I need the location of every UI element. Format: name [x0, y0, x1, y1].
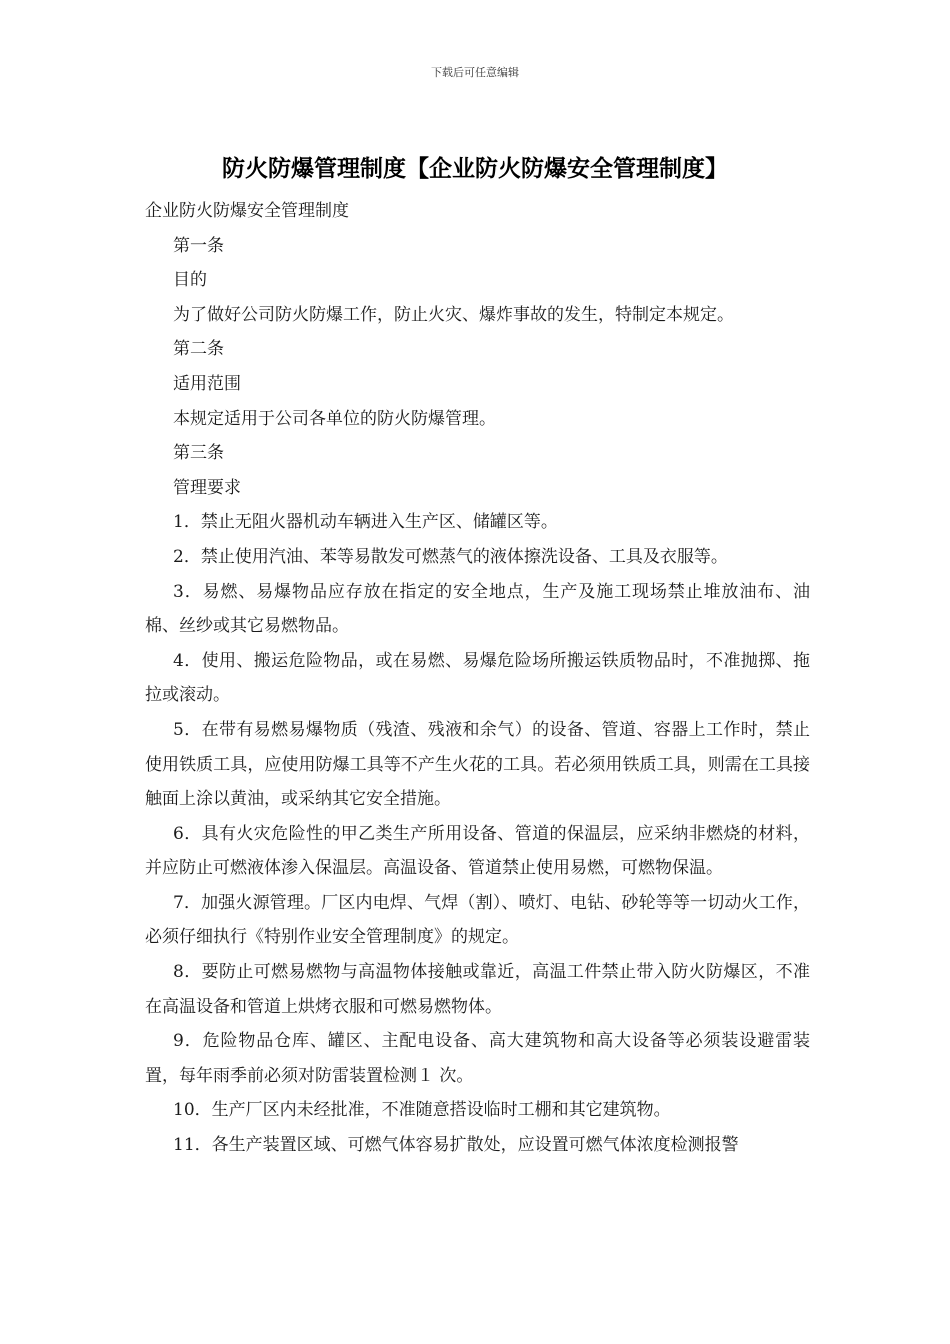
section-label: 目的 [173, 270, 207, 291]
document-body [145, 194, 810, 1163]
list-item: 5．在带有易燃易爆物质（残渣、残液和余气）的设备、管道、容器上工作时，禁止使用铁质工具，应使用防爆工具等不产生火花的工具。若必须用铁质工具，则需在工具接触面上涂以黄油，或采纳其它安全措施。 [145, 719, 810, 810]
document-title: 防火防爆管理制度【企业防火防爆安全管理制度】 [222, 156, 728, 182]
list-item: 1．禁止无阻火器机动车辆进入生产区、储罐区等。 [173, 512, 558, 533]
article-heading: 第一条 [173, 235, 224, 256]
article-heading: 第二条 [173, 339, 224, 360]
paragraph: 为了做好公司防火防爆工作，防止火灾、爆炸事故的发生，特制定本规定。 [173, 304, 734, 325]
list-item: 11．各生产装置区域、可燃气体容易扩散处，应设置可燃气体浓度检测报警 [173, 1135, 739, 1156]
section-label: 管理要求 [173, 477, 241, 498]
list-item: 2．禁止使用汽油、苯等易散发可燃蒸气的液体擦洗设备、工具及衣服等。 [173, 546, 728, 567]
list-item: 6．具有火灾危险性的甲乙类生产所用设备、管道的保温层，应采纳非燃烧的材料，并应防止可燃液体渗入保温层。高温设备、管道禁止使用易燃，可燃物保温。 [145, 823, 810, 879]
list-item: 10．生产厂区内未经批准，不准随意搭设临时工棚和其它建筑物。 [173, 1100, 671, 1121]
list-item: 9．危险物品仓库、罐区、主配电设备、高大建筑物和高大设备等必须装设避雷装置，每年雨季前必须对防雷装置检测１ 次。 [145, 1031, 810, 1086]
document-subtitle: 企业防火防爆安全管理制度 [145, 201, 349, 221]
section-label: 适用范围 [173, 373, 241, 394]
list-item: 8．要防止可燃易燃物与高温物体接触或靠近，高温工件禁止带入防火防爆区，不准在高温设备和管道上烘烤衣服和可燃易燃物体。 [145, 962, 810, 1017]
list-item: 4．使用、搬运危险物品，或在易燃、易爆危险场所搬运铁质物品时，不准抛掷、拖拉或滚动。 [145, 650, 810, 706]
paragraph: 本规定适用于公司各单位的防火防爆管理。 [173, 408, 496, 429]
list-item: 7．加强火源管理。厂区内电焊、气焊（割）、喷灯、电钻、砂轮等等一切动火工作，必须仔细执行《特别作业安全管理制度》的规定。 [145, 892, 810, 948]
article-heading: 第三条 [173, 443, 224, 464]
header-note: 下载后可任意编辑 [431, 66, 519, 79]
list-item: 3．易燃、易爆物品应存放在指定的安全地点，生产及施工现场禁止堆放油布、油棉、丝纱或其它易燃物品。 [145, 581, 810, 637]
